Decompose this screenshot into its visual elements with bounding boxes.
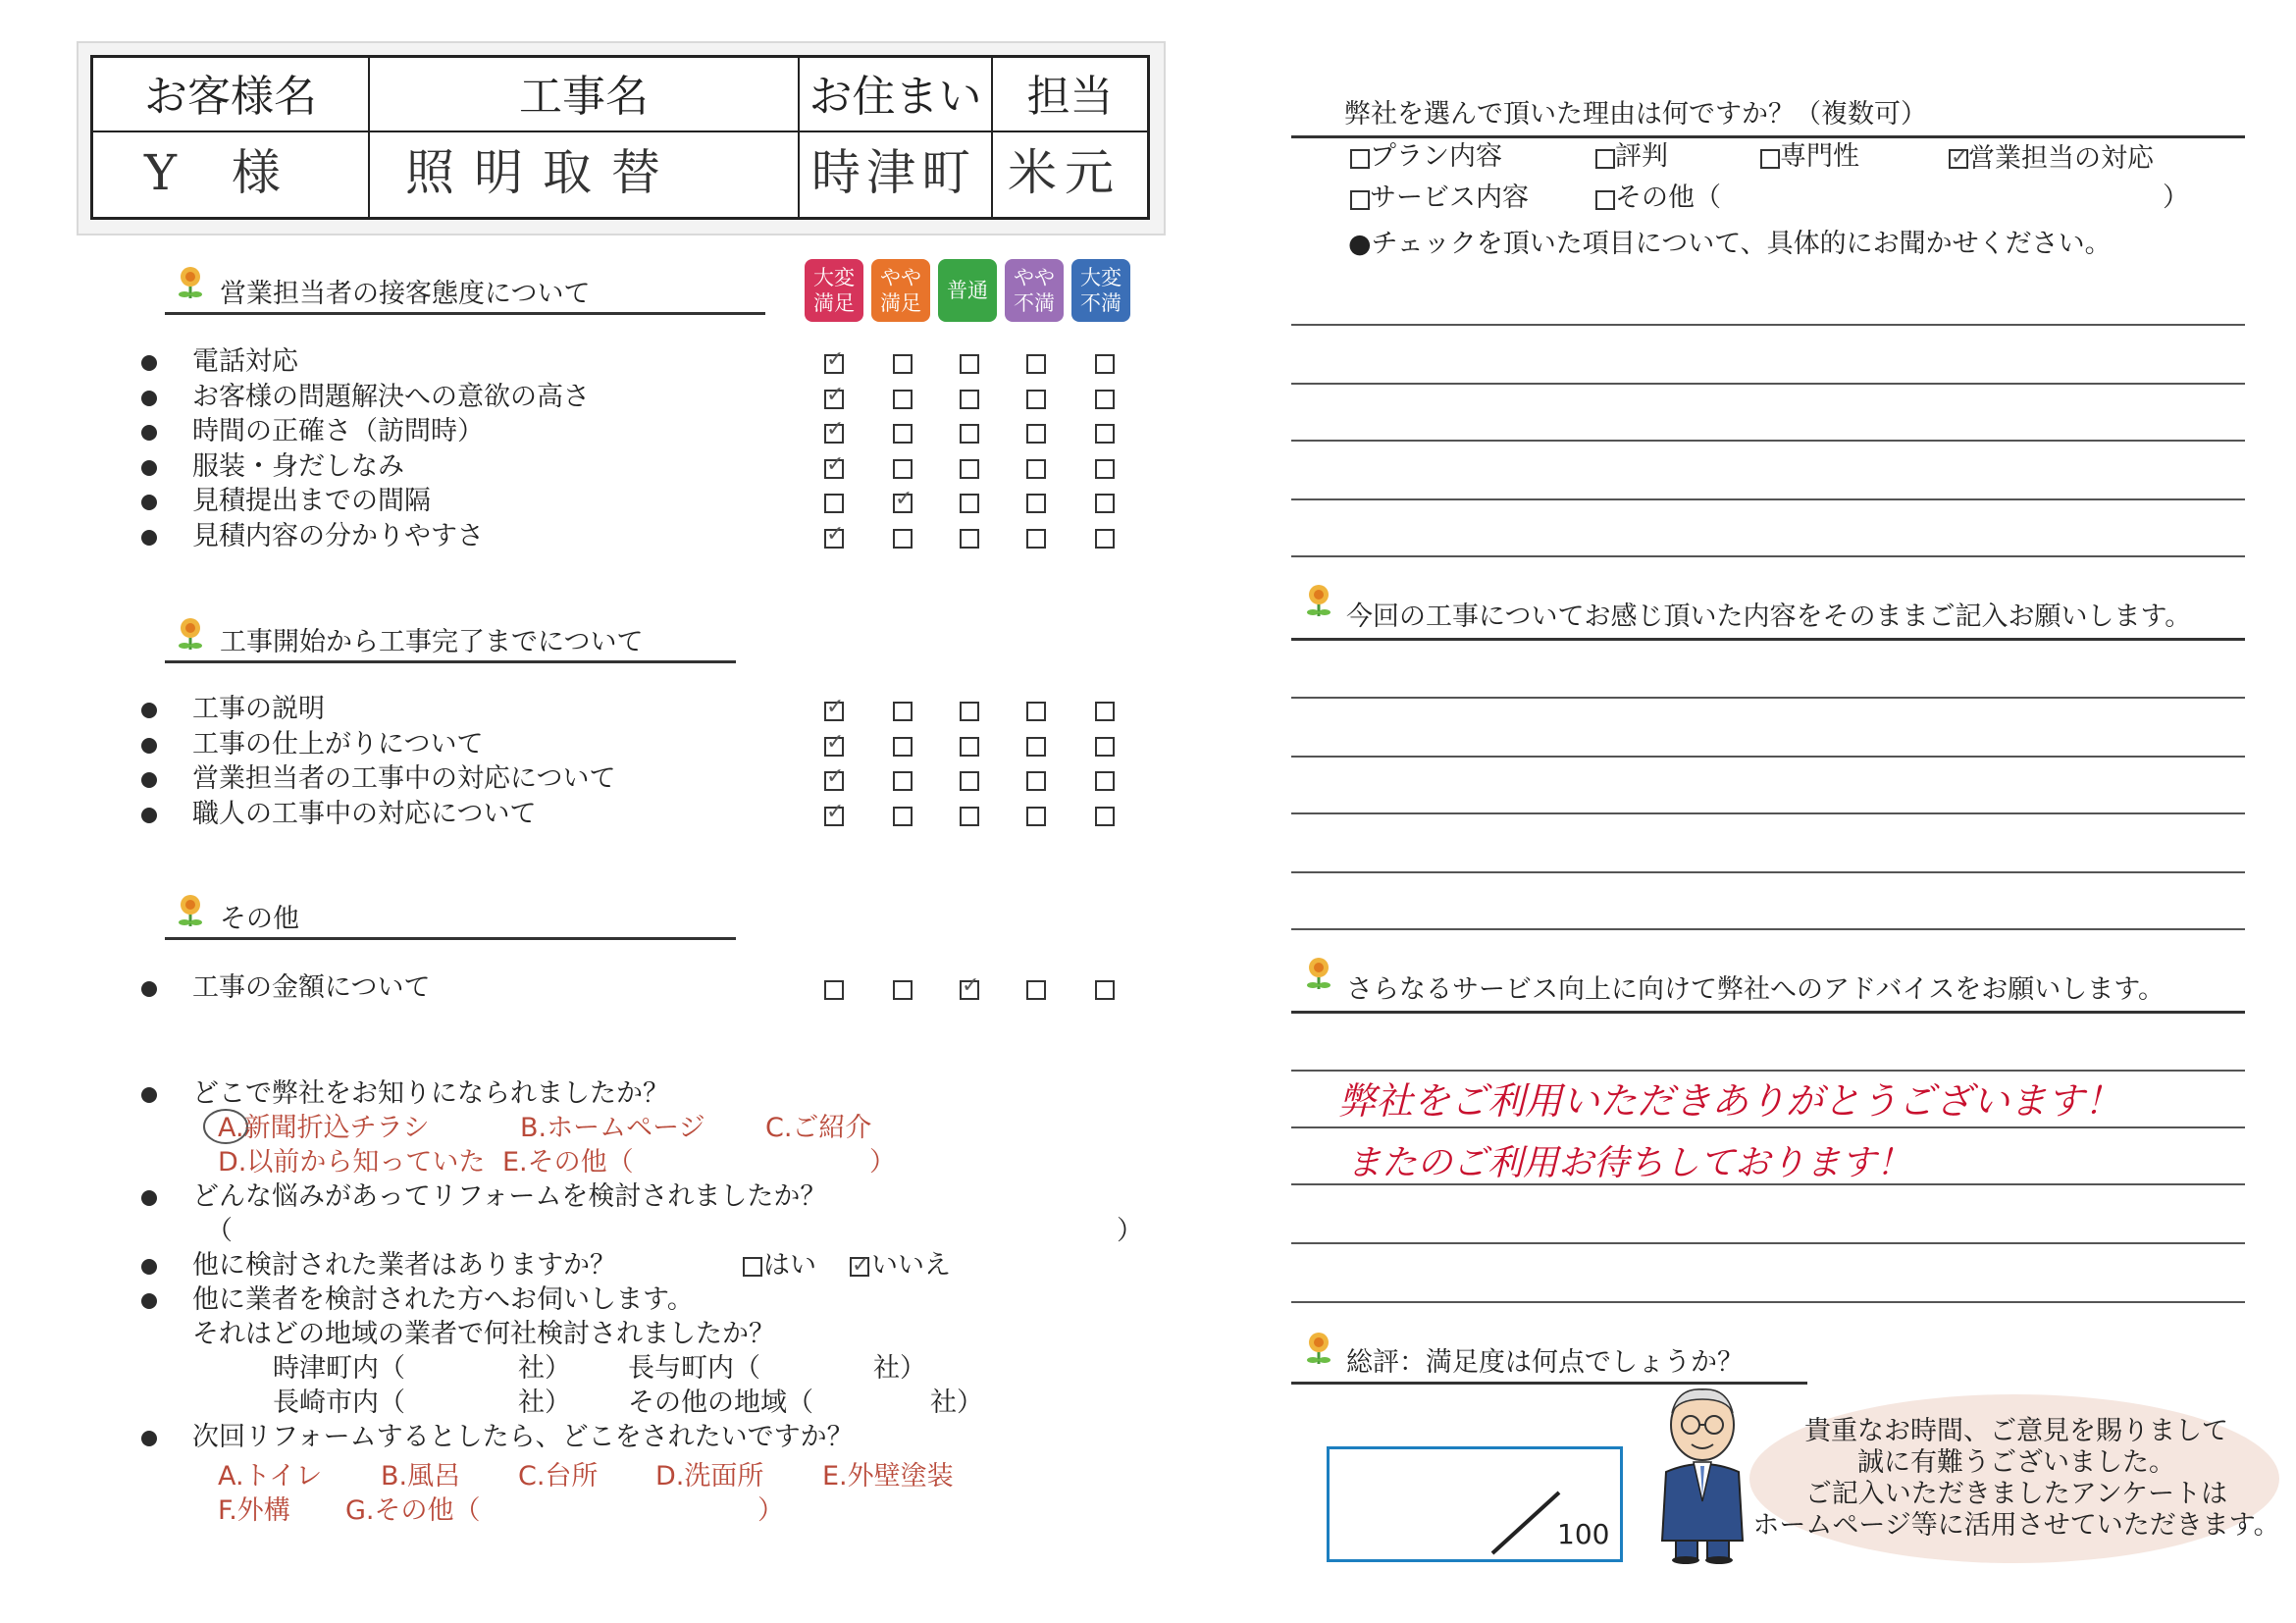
bullet	[141, 530, 157, 546]
rating-checkbox[interactable]	[960, 494, 979, 513]
flower-icon	[177, 893, 204, 928]
rating-item-label: 時間の正確さ（訪問時）	[192, 416, 484, 446]
closing-line3: ご記入いただきましたアンケートは	[1804, 1479, 2228, 1509]
option-other-close: ）	[869, 1147, 896, 1178]
check-mark-icon: ✓	[1951, 145, 1969, 170]
label-sales: 営業担当の対応	[1968, 143, 2154, 174]
label-yes: はい	[763, 1250, 816, 1281]
rating-checkbox[interactable]	[893, 529, 913, 549]
bullet	[141, 981, 157, 997]
overall-title: 総評：満足度は何点でしょうか？	[1346, 1347, 1744, 1378]
rating-checkbox[interactable]	[960, 459, 979, 479]
rating-checkbox[interactable]	[960, 529, 979, 549]
mascot-illustration	[1648, 1384, 1756, 1564]
rating-checkbox[interactable]	[893, 737, 913, 757]
rating-checkbox[interactable]	[960, 354, 979, 374]
rating-checkbox[interactable]	[1095, 354, 1115, 374]
option-washroom: D.洗面所	[655, 1461, 764, 1492]
handwritten-thanks: 弊社をご利用いただきありがとうございます！	[1338, 1079, 2122, 1123]
rating-item-label: 見積内容の分かりやすさ	[192, 520, 484, 551]
label-reason-other: その他（	[1615, 183, 1721, 213]
section-sales-title: 営業担当者の接客態度について	[220, 279, 591, 309]
advice-title: さらなるサービス向上に向けて弊社へのアドバイスをお願いします。	[1346, 974, 2166, 1005]
divider	[165, 937, 736, 940]
option-exterior: F.外構	[218, 1495, 290, 1526]
region-nagayo-suffix: 社）	[873, 1353, 926, 1384]
value-customer-name: Y 様	[144, 144, 300, 201]
region-nagayo: 長与町内（	[628, 1353, 760, 1384]
bullet	[141, 1293, 157, 1309]
answer-line	[1291, 383, 2245, 385]
rating-item-label: 職人の工事中の対応について	[192, 798, 537, 829]
rating-badge: やや 満足	[871, 259, 930, 322]
rating-checkbox[interactable]	[1026, 980, 1046, 1000]
rating-checkbox[interactable]	[1095, 737, 1115, 757]
answer-line	[1291, 756, 2245, 758]
bullet	[141, 355, 157, 371]
answer-line	[1291, 1126, 2245, 1128]
rating-checkbox[interactable]	[893, 354, 913, 374]
rating-badge: 普通	[938, 259, 997, 322]
score-box[interactable]	[1327, 1446, 1623, 1562]
bullet	[141, 808, 157, 823]
slash-mark	[1487, 1489, 1565, 1557]
bullet	[141, 1431, 157, 1446]
rating-item-label: 服装・身だしなみ	[192, 450, 404, 482]
rating-checkbox[interactable]	[1095, 771, 1115, 791]
option-newspaper: A.新聞折込チラシ	[218, 1113, 430, 1143]
answer-line	[1291, 812, 2245, 814]
rating-checkbox[interactable]	[824, 494, 844, 513]
handwritten-await: またのご利用お待ちしております！	[1346, 1143, 1912, 1183]
rating-checkbox[interactable]	[893, 980, 913, 1000]
option-next-other-close: ）	[757, 1495, 784, 1526]
divider	[1291, 638, 2245, 641]
rating-item-label: 電話対応	[192, 346, 298, 377]
rating-checkbox[interactable]	[1095, 529, 1115, 549]
rating-checkbox[interactable]	[960, 771, 979, 791]
rating-checkbox[interactable]	[893, 424, 913, 444]
answer-line	[1291, 1070, 2245, 1072]
flower-icon	[1305, 583, 1332, 618]
checkbox-yes[interactable]	[743, 1257, 762, 1277]
region-line1: 他に業者を検討された方へお伺いします。	[192, 1284, 694, 1315]
label-customer-name: お客様名	[144, 72, 317, 122]
rating-checkbox[interactable]	[960, 390, 979, 409]
rating-checkbox[interactable]	[1095, 702, 1115, 721]
answer-line	[1291, 324, 2245, 326]
value-work-name: 照明取替	[405, 144, 680, 201]
rating-checkbox[interactable]	[960, 737, 979, 757]
region-togitsu: 時津町内（	[273, 1353, 405, 1384]
rating-checkbox[interactable]	[960, 702, 979, 721]
checkbox-reputation[interactable]	[1595, 149, 1615, 169]
rating-item-label: 工事の説明	[192, 694, 325, 724]
rating-checkbox[interactable]	[1095, 980, 1115, 1000]
impression-title: 今回の工事についてお感じ頂いた内容をそのままご記入お願いします。	[1346, 602, 2192, 632]
region-togitsu-suffix: 社）	[518, 1353, 571, 1384]
region-other: その他の地域（	[628, 1387, 813, 1418]
rating-checkbox[interactable]	[1026, 529, 1046, 549]
check-mark-icon: ✓	[826, 417, 845, 442]
flower-icon	[1305, 1331, 1332, 1366]
answer-line	[1291, 498, 2245, 500]
section-other-title: その他	[220, 904, 299, 934]
bullet	[141, 1190, 157, 1206]
label-no: いいえ	[871, 1250, 951, 1281]
rating-item-label: 工事の仕上がりについて	[192, 728, 484, 759]
answer-line	[1291, 928, 2245, 930]
header-table	[90, 55, 1150, 220]
bullet	[141, 391, 157, 406]
answer-line	[1291, 1242, 2245, 1244]
rating-checkbox[interactable]	[1095, 494, 1115, 513]
reason-title: 弊社を選んで頂いた理由は何ですか？（複数可）	[1344, 99, 1927, 130]
answer-line	[1291, 440, 2245, 442]
region-nagasaki: 長崎市内（	[273, 1387, 405, 1418]
rating-checkbox[interactable]	[1026, 390, 1046, 409]
region-other-suffix: 社）	[930, 1387, 983, 1418]
label-plan: プラン内容	[1370, 141, 1502, 172]
worry-close-paren: ）	[1117, 1216, 1143, 1246]
label-expertise: 専門性	[1780, 141, 1859, 172]
divider	[1291, 1011, 2245, 1014]
check-mark-icon: ✓	[826, 521, 845, 547]
check-mark-icon: ✓	[852, 1253, 870, 1278]
rating-checkbox[interactable]	[1095, 390, 1115, 409]
divider	[165, 660, 736, 663]
option-homepage: B.ホームページ	[520, 1113, 705, 1143]
rating-checkbox[interactable]	[1026, 702, 1046, 721]
bullet	[141, 495, 157, 510]
score-denominator: 100	[1557, 1518, 1610, 1550]
answer-line	[1291, 871, 2245, 873]
bullet	[141, 703, 157, 718]
check-mark-icon: ✓	[826, 764, 845, 789]
rating-checkbox[interactable]	[1095, 459, 1115, 479]
worry-open-paren: （	[206, 1216, 233, 1246]
question-other-vendors: 他に検討された業者はありますか？	[192, 1250, 616, 1281]
option-referral: C.ご紹介	[765, 1113, 872, 1143]
bullet	[141, 425, 157, 441]
value-address: 時津町	[811, 144, 976, 201]
rating-checkbox[interactable]	[893, 771, 913, 791]
rating-checkbox[interactable]	[1026, 771, 1046, 791]
label-staff: 担当	[1026, 72, 1114, 122]
question-worry: どんな悩みがあってリフォームを検討されましたか？	[192, 1181, 827, 1212]
label-work-name: 工事名	[519, 72, 649, 122]
closing-line2: 誠に有難うございました。	[1857, 1447, 2175, 1478]
check-mark-icon: ✓	[826, 347, 845, 372]
rating-badge: 大変 不満	[1071, 259, 1130, 322]
option-exterior-paint: E.外壁塗装	[822, 1461, 954, 1492]
rating-checkbox[interactable]	[824, 980, 844, 1000]
bullet	[141, 1087, 157, 1103]
region-nagasaki-suffix: 社）	[518, 1387, 571, 1418]
section-construction-title: 工事開始から工事完了までについて	[220, 627, 644, 657]
option-other: E.その他（	[502, 1147, 634, 1178]
reason-prompt: ●チェックを頂いた項目について、具体的にお聞かせください。	[1348, 229, 2112, 259]
check-mark-icon: ✓	[826, 729, 845, 755]
option-known-before: D.以前から知っていた	[218, 1147, 486, 1178]
rating-checkbox[interactable]	[960, 424, 979, 444]
checkbox-expertise[interactable]	[1760, 149, 1780, 169]
check-mark-icon: ✓	[826, 695, 845, 719]
check-mark-icon: ✓	[826, 799, 845, 824]
answer-line	[1291, 555, 2245, 557]
divider	[165, 312, 765, 315]
check-mark-icon: ✓	[895, 487, 913, 511]
bullet	[141, 1259, 157, 1275]
answer-line	[1291, 697, 2245, 699]
region-line2: それはどの地域の業者で何社検討されましたか？	[192, 1319, 775, 1349]
closing-line1: 貴重なお時間、ご意見を賜りまして	[1804, 1416, 2228, 1446]
rating-checkbox[interactable]	[1026, 424, 1046, 444]
rating-checkbox[interactable]	[1026, 459, 1046, 479]
flower-icon	[177, 616, 204, 652]
rating-checkbox[interactable]	[1026, 737, 1046, 757]
rating-item-label: 営業担当者の工事中の対応について	[192, 763, 616, 794]
rating-checkbox[interactable]	[893, 390, 913, 409]
rating-item-label: 工事の金額について	[192, 972, 431, 1003]
option-next-other: G.その他（	[345, 1495, 481, 1526]
bullet	[141, 772, 157, 788]
checkbox-service[interactable]	[1350, 190, 1370, 210]
rating-badge: 大変 満足	[805, 259, 863, 322]
rating-checkbox[interactable]	[893, 459, 913, 479]
option-bath: B.風呂	[381, 1461, 461, 1492]
check-mark-icon: ✓	[826, 451, 845, 477]
check-mark-icon: ✓	[962, 973, 980, 998]
label-address: お住まい	[809, 72, 982, 122]
rating-checkbox[interactable]	[1095, 424, 1115, 444]
option-toilet: A.トイレ	[218, 1461, 323, 1492]
check-mark-icon: ✓	[826, 382, 845, 407]
closing-line4: ホームページ等に活用させていただきます。	[1752, 1510, 2280, 1541]
option-kitchen: C.台所	[518, 1461, 599, 1492]
value-staff: 米元	[1008, 144, 1122, 201]
rating-item-label: 見積提出までの間隔	[192, 486, 431, 516]
rating-checkbox[interactable]	[960, 807, 979, 826]
rating-checkbox[interactable]	[893, 807, 913, 826]
checkbox-reason-other[interactable]	[1595, 190, 1615, 210]
rating-checkbox[interactable]	[893, 702, 913, 721]
bullet	[141, 738, 157, 754]
label-reputation: 評判	[1615, 141, 1668, 172]
label-reason-other-close: ）	[2163, 183, 2189, 213]
label-service: サービス内容	[1370, 183, 1529, 213]
rating-checkbox[interactable]	[1026, 494, 1046, 513]
question-source: どこで弊社をお知りになられましたか？	[192, 1078, 669, 1109]
rating-checkbox[interactable]	[1026, 354, 1046, 374]
flower-icon	[1305, 956, 1332, 991]
rating-checkbox[interactable]	[1026, 807, 1046, 826]
rating-item-label: お客様の問題解決への意欲の高さ	[192, 381, 590, 412]
rating-checkbox[interactable]	[1095, 807, 1115, 826]
answer-line	[1291, 1301, 2245, 1303]
bullet	[141, 460, 157, 476]
divider	[1291, 135, 2245, 138]
question-next-reform: 次回リフォームするとしたら、どこをされたいですか？	[192, 1422, 854, 1452]
checkbox-plan[interactable]	[1350, 149, 1370, 169]
flower-icon	[177, 265, 204, 300]
rating-badge: やや 不満	[1005, 259, 1064, 322]
